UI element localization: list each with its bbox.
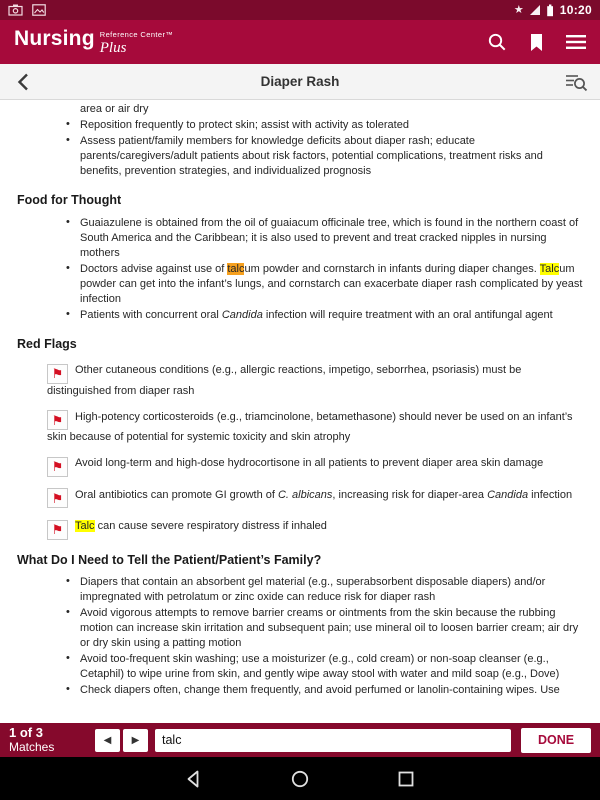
search-match-highlight: Talc <box>539 262 560 275</box>
android-recents-button[interactable] <box>386 757 426 800</box>
text-run: Assess patient/family members for knowledge deficits about diaper rash; educate parents/caregivers/adult patients about risk factors, potential complications, treatment risks and benefits, prevention strategies, and individualized prognosis <box>80 135 543 177</box>
match-count-text: 1 of 3 <box>9 724 43 740</box>
match-counter <box>9 726 95 755</box>
camera-notification-icon <box>8 4 23 16</box>
android-nav-bar <box>0 757 600 800</box>
text-run: What Do I Need to Tell the Patient/Patient’s Family? <box>17 552 322 567</box>
italic-text: Candida <box>487 488 529 501</box>
bullet-item <box>0 683 600 699</box>
find-in-text-bar <box>0 723 600 757</box>
red-flag-glyph: ⚑ <box>51 412 64 428</box>
text-run: um powder can get into the infant’s lungs, and cornstarch can exacerbate diaper rash complicated by yeast infection <box>80 262 583 305</box>
text-run: Other cutaneous conditions (e.g., allergic reactions, impetigo, seborrhea, psoriasis) must be distinguished from diaper rash <box>47 364 522 397</box>
back-button[interactable] <box>10 64 36 99</box>
app-logo <box>14 28 173 57</box>
find-input[interactable] <box>155 729 511 752</box>
bullet-item <box>0 575 600 606</box>
text-continuation <box>0 102 600 118</box>
match-count-label: Matches <box>9 739 55 754</box>
title-bar <box>0 64 600 100</box>
italic-text: C. albicans <box>277 488 333 501</box>
find-in-page-icon[interactable] <box>564 64 588 99</box>
android-home-button[interactable] <box>280 757 320 800</box>
bullet-item <box>0 652 600 683</box>
bullet-item <box>0 134 600 180</box>
red-flag-icon <box>47 410 68 430</box>
red-flag-icon <box>47 488 68 508</box>
text-run: Avoid long-term and high-dose hydrocortisone in all patients to prevent diaper area skin damage <box>75 457 544 470</box>
article-scroll-area[interactable] <box>0 100 600 723</box>
menu-icon[interactable] <box>566 34 586 50</box>
red-flag-icon <box>47 520 68 540</box>
article-body <box>0 102 600 699</box>
battery-icon <box>546 4 554 17</box>
text-run: area or air dry <box>80 103 149 115</box>
text-run: Guaiazulene is obtained from the oil of guaiacum officinale tree, which is found in the northern coast of South America and the Caribbean; it is also used to prevent and treat cracked nipples in nursing mothers <box>80 216 579 259</box>
text-run: Oral antibiotics can promote GI growth of <box>75 488 278 501</box>
text-run: um powder and cornstarch in infants during diaper changes. <box>244 262 540 275</box>
text-run: , increasing risk for diaper-area <box>332 488 488 501</box>
text-run: infection <box>528 488 573 501</box>
text-run: Diapers that contain an absorbent gel material (e.g., superabsorbent disposable diapers) and/or impregnated with petrolatum or zinc oxide can reduce risk for diaper rash <box>80 576 546 604</box>
flag-item <box>0 488 600 509</box>
flag-item <box>0 456 600 477</box>
logo-plus-text: Plus <box>99 39 127 56</box>
bullet-item <box>0 262 600 308</box>
signal-icon <box>530 5 540 15</box>
search-match-highlight: talc <box>227 262 245 275</box>
red-flag-glyph: ⚑ <box>51 490 64 506</box>
text-run: Red Flags <box>17 336 77 351</box>
previous-match-button[interactable]: ◀ <box>95 729 120 752</box>
section-heading <box>17 193 583 209</box>
italic-text: Candida <box>221 308 263 321</box>
page-title: Diaper Rash <box>260 74 340 89</box>
red-flag-glyph: ⚑ <box>51 522 64 538</box>
android-back-button[interactable] <box>174 757 214 800</box>
red-flag-icon <box>47 364 68 384</box>
image-notification-icon <box>32 4 46 16</box>
bullet-item <box>0 606 600 652</box>
flag-item <box>0 410 600 446</box>
bullet-item <box>0 216 600 262</box>
app-header <box>0 20 600 64</box>
text-run: Doctors advise against use of <box>80 262 228 275</box>
section-heading <box>17 553 583 569</box>
text-run: Reposition frequently to protect skin; assist with activity as tolerated <box>80 119 409 131</box>
search-match-highlight: Talc <box>75 520 95 533</box>
next-match-button[interactable]: ▶ <box>123 729 148 752</box>
logo-primary-text: Nursing <box>14 26 95 50</box>
bullet-item <box>0 308 600 324</box>
star-icon: ★ <box>513 3 524 16</box>
text-run: Avoid vigorous attempts to remove barrier creams or ointments from the skin because the rubbing motion can increase skin irritation and subsequent pain; use mineral oil to loosen barrier cream; air dry or dry skin using a patting motion <box>80 607 579 650</box>
red-flag-glyph: ⚑ <box>51 366 64 382</box>
text-run: can cause severe respiratory distress if inhaled <box>94 520 327 533</box>
red-flag-glyph: ⚑ <box>51 459 64 475</box>
section-heading <box>17 337 583 353</box>
text-run: Food for Thought <box>17 193 122 207</box>
status-system-icons <box>514 3 592 17</box>
clock-time: 10:20 <box>559 3 592 17</box>
flag-item <box>0 363 600 399</box>
bullet-item <box>0 118 600 134</box>
flag-item <box>0 519 600 540</box>
done-button[interactable]: DONE <box>521 728 591 753</box>
status-notification-icons <box>8 4 46 16</box>
logo-secondary-text: Reference Center™ <box>99 29 174 39</box>
text-run: infection will require treatment with an oral antifungal agent <box>262 308 553 321</box>
bookmark-icon[interactable] <box>529 33 544 52</box>
text-run: Avoid too-frequent skin washing; use a moisturizer (e.g., cold cream) or non-soap cleanser (e.g., Cetaphil) to wipe urine from skin, and gently wipe away stool with water and mild soap (e.g., Dove) <box>80 653 560 681</box>
search-icon[interactable] <box>487 32 507 52</box>
status-bar <box>0 0 600 20</box>
red-flag-icon <box>47 457 68 477</box>
text-run: High-potency corticosteroids (e.g., triamcinolone, betamethasone) should never be used on an infant’s skin because of potential for systemic toxicity and skin atrophy <box>47 410 573 444</box>
text-run: Patients with concurrent oral <box>80 308 222 321</box>
text-run: Check diapers often, change them frequently, and avoid perfumed or lanolin-containing wipes. Use <box>80 684 560 697</box>
